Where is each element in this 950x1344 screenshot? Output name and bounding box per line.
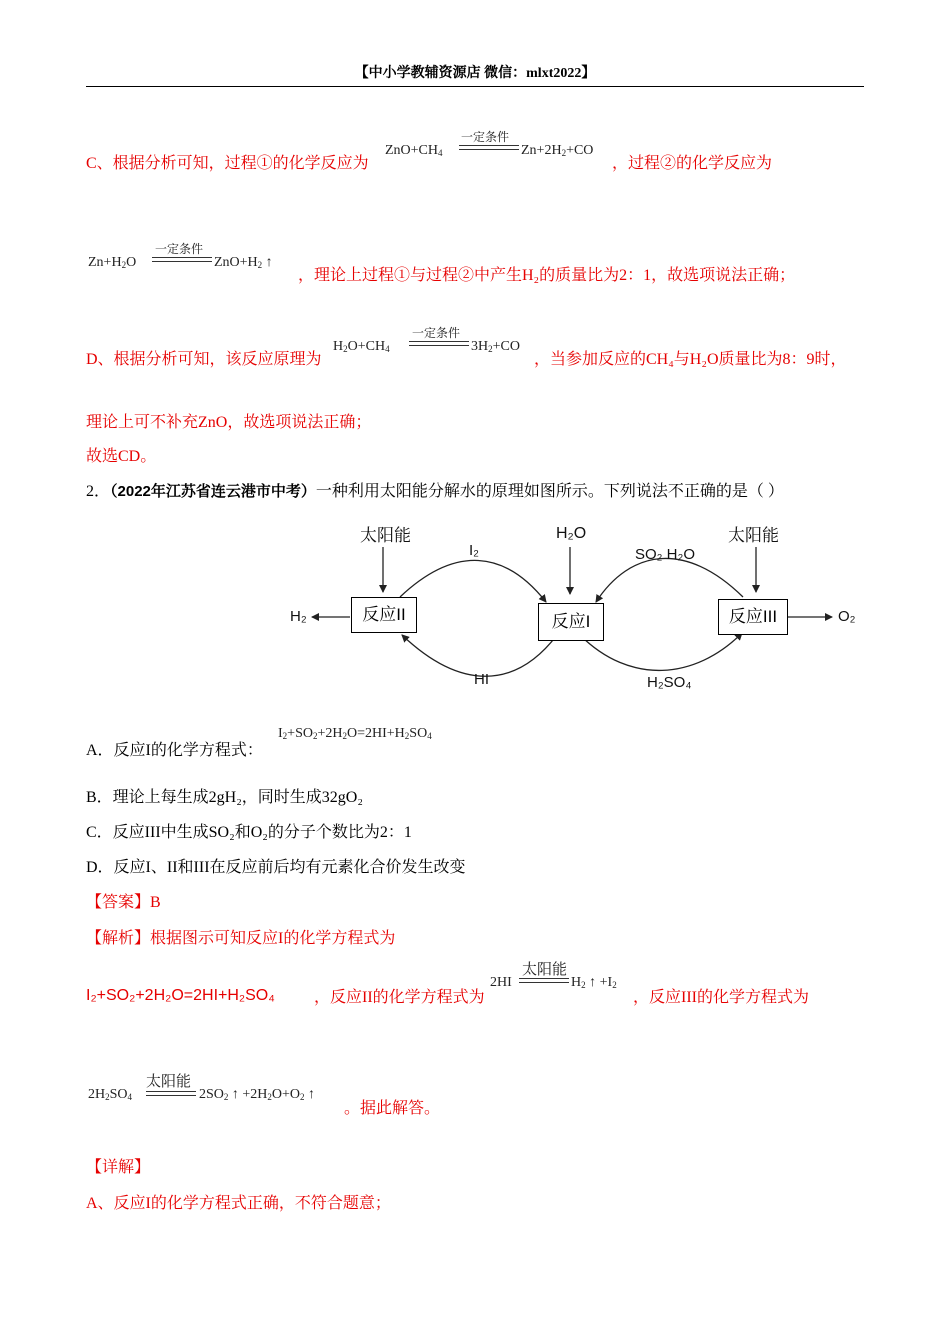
option-d-conclusion: 理论上可不补充ZnO，故选项说法正确； xyxy=(86,414,372,431)
equation-d-condition: 一定条件 xyxy=(412,326,461,340)
analysis-eq3-condition: 太阳能 xyxy=(146,1073,192,1090)
reaction-ii-box: 反应II xyxy=(351,597,417,633)
equation-c1-left: $ZnO+CH_4$ xyxy=(385,143,443,158)
water-input-label: H₂O xyxy=(556,525,587,542)
analysis-eq3-equals xyxy=(146,1091,196,1096)
analysis-eq3-right: $2SO_2$ ↑ $+2H_2O+O_2$ ↑ xyxy=(199,1087,316,1102)
equation-c1-right: $Zn+2H_2+CO$ xyxy=(521,143,594,158)
page-header: 【中小学教辅资源店 微信：mlxt2022】 xyxy=(354,66,596,81)
option-a-label: A．反应I的化学方程式： xyxy=(86,742,263,759)
analysis-eq2-equals xyxy=(519,978,569,983)
equation-d-equals xyxy=(409,341,469,346)
analysis-end-text: ，反应III的化学方程式为 xyxy=(633,989,809,1006)
header-rule xyxy=(86,86,864,87)
detail-a: A、反应I的化学方程式正确，不符合题意； xyxy=(86,1195,391,1212)
option-c-prefix: C、根据分析可知，过程①的化学反应为 xyxy=(86,155,369,172)
analysis-equation-1: I₂+SO₂+2H₂O=2HI+H₂SO₄ xyxy=(86,987,275,1004)
sunlight-right-label: 太阳能 xyxy=(728,526,779,545)
option-d: D．反应I、II和III在反应前后均有元素化合价发生改变 xyxy=(86,859,466,876)
equation-c2-equals xyxy=(152,257,212,262)
analysis-line xyxy=(86,929,395,949)
analysis-eq3-left: $2H_2SO_4$ xyxy=(88,1087,133,1102)
analysis-tail: 。据此解答。 xyxy=(344,1100,441,1117)
iodine-label: I₂ xyxy=(469,542,479,559)
hydrogen-output-label: H₂ xyxy=(290,608,307,625)
sunlight-left-label: 太阳能 xyxy=(360,526,411,545)
question-number: 2． xyxy=(86,483,111,500)
analysis-text: 根据图示可知反应I的化学方程式为 xyxy=(150,930,396,947)
option-b: B．理论上每生成2gH₂，同时生成32gO₂ xyxy=(86,789,363,806)
analysis-eq2-right: $H_2$ ↑ $+I_2$ xyxy=(571,975,617,990)
hi-label: HI xyxy=(474,671,489,688)
equation-c2-right: $ZnO+H_2$ ↑ xyxy=(214,255,273,270)
answer-line: 【答案】B xyxy=(86,894,161,911)
oxygen-output-label: O₂ xyxy=(838,608,856,625)
analysis-eq2-condition: 太阳能 xyxy=(522,961,568,978)
analysis-label: 【解析】 xyxy=(86,930,151,947)
equation-c1-condition: 一定条件 xyxy=(461,130,510,144)
equation-c1-equals xyxy=(459,145,519,150)
analysis-eq2-left: 2HI xyxy=(490,975,512,990)
option-c-suffix: ，过程②的化学反应为 xyxy=(612,155,773,172)
option-d-suffix: ，当参加反应的CH₄与H₂O质量比为8：9时， xyxy=(534,351,847,368)
question-2-stem xyxy=(86,482,784,502)
so2-h2o-label: SO₂ H₂O xyxy=(635,546,695,563)
reaction-i-box: 反应I xyxy=(538,603,604,641)
option-a-equation: $I_2+SO_2+2H_2O=2HI+H_2SO_4$ xyxy=(278,726,432,741)
option-c-conclusion: ，理论上过程①与过程②中产生H₂的质量比为2：1，故选项说法正确； xyxy=(298,267,796,284)
option-d-prefix: D、根据分析可知，该反应原理为 xyxy=(86,351,322,368)
equation-d-right: $3H_2+CO$ xyxy=(471,339,520,354)
reaction-diagram xyxy=(280,515,870,695)
option-c: C．反应III中生成SO₂和O₂的分子个数比为2：1 xyxy=(86,824,412,841)
equation-c2-condition: 一定条件 xyxy=(155,242,204,256)
reaction-iii-box: 反应III xyxy=(718,599,788,635)
answer-choice: 故选CD。 xyxy=(86,448,157,465)
equation-d-left: $H_2O+CH_4$ xyxy=(333,339,390,354)
analysis-mid-text: ，反应II的化学方程式为 xyxy=(314,989,485,1006)
equation-c2-left: $Zn+H_2O$ xyxy=(88,255,137,270)
question-text: 一种利用太阳能分解水的原理如图所示。下列说法不正确的是（ ） xyxy=(315,483,784,500)
h2so4-label: H₂SO₄ xyxy=(647,674,692,691)
question-source: （2022年江苏省连云港市中考） xyxy=(110,483,316,500)
detail-label: 【详解】 xyxy=(86,1159,151,1176)
